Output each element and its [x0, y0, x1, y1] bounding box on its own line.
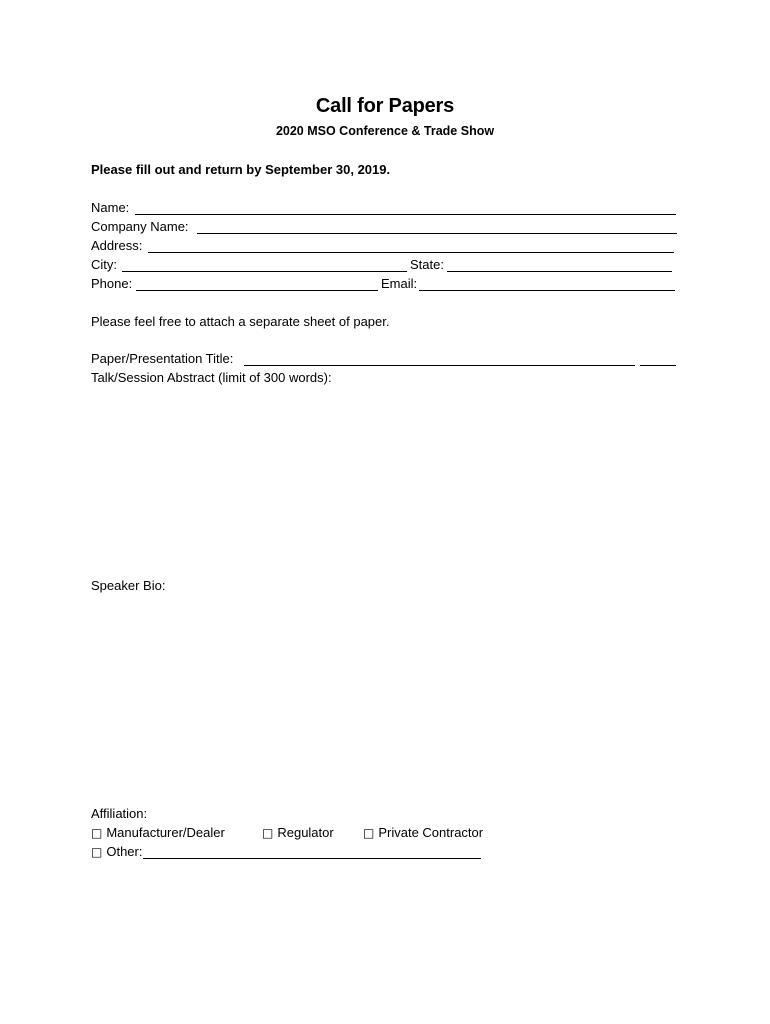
- other-field[interactable]: [143, 858, 481, 859]
- address-label: Address:: [91, 238, 143, 253]
- checkbox-icon[interactable]: □: [262, 826, 274, 840]
- state-field[interactable]: [447, 271, 672, 272]
- city-state-row: [91, 256, 673, 274]
- presentation-title-field-end[interactable]: [640, 365, 676, 366]
- company-row: [91, 218, 678, 236]
- company-field[interactable]: [197, 233, 677, 234]
- email-field[interactable]: [419, 290, 675, 291]
- phone-label: Phone:: [91, 276, 133, 291]
- city-label: City:: [91, 257, 117, 272]
- affiliation-options-row: [91, 824, 511, 842]
- address-field[interactable]: [148, 252, 674, 253]
- checkbox-icon[interactable]: □: [363, 826, 375, 840]
- option-label: Manufacturer/Dealer: [106, 825, 225, 840]
- option-label: Private Contractor: [378, 825, 484, 840]
- name-label: Name:: [91, 200, 130, 215]
- city-field[interactable]: [122, 271, 407, 272]
- return-instruction: Please fill out and return by September 30, 2019.: [91, 162, 391, 177]
- abstract-label: Talk/Session Abstract (limit of 300 words):: [91, 370, 332, 385]
- name-row: [91, 199, 677, 217]
- speaker-bio-area[interactable]: [91, 598, 677, 794]
- attach-note: Please feel free to attach a separate sheet of paper.: [91, 314, 390, 329]
- phone-field[interactable]: [136, 290, 378, 291]
- page-title: Call for Papers: [315, 95, 455, 117]
- speaker-bio-label: Speaker Bio:: [91, 578, 166, 593]
- page-subtitle: 2020 MSO Conference & Trade Show: [275, 124, 495, 138]
- checkbox-icon[interactable]: □: [91, 826, 103, 840]
- affiliation-label: Affiliation:: [91, 806, 148, 821]
- phone-email-row: [91, 275, 676, 293]
- presentation-title-field[interactable]: [244, 365, 635, 366]
- other-label: Other:: [106, 844, 143, 859]
- address-row: [91, 237, 675, 255]
- name-field[interactable]: [135, 214, 676, 215]
- presentation-title-row: [91, 350, 677, 368]
- option-manufacturer-dealer[interactable]: [91, 824, 225, 842]
- checkbox-icon[interactable]: □: [91, 845, 103, 859]
- email-label: Email:: [381, 276, 418, 291]
- company-label: Company Name:: [91, 219, 189, 234]
- presentation-title-label: Paper/Presentation Title:: [91, 351, 234, 366]
- option-private-contractor[interactable]: [363, 824, 483, 842]
- option-label: Regulator: [277, 825, 334, 840]
- option-other[interactable]: [91, 843, 142, 861]
- affiliation-other-row: [91, 843, 483, 861]
- abstract-area[interactable]: [91, 390, 677, 570]
- option-regulator[interactable]: [262, 824, 334, 842]
- state-label: State:: [410, 257, 444, 272]
